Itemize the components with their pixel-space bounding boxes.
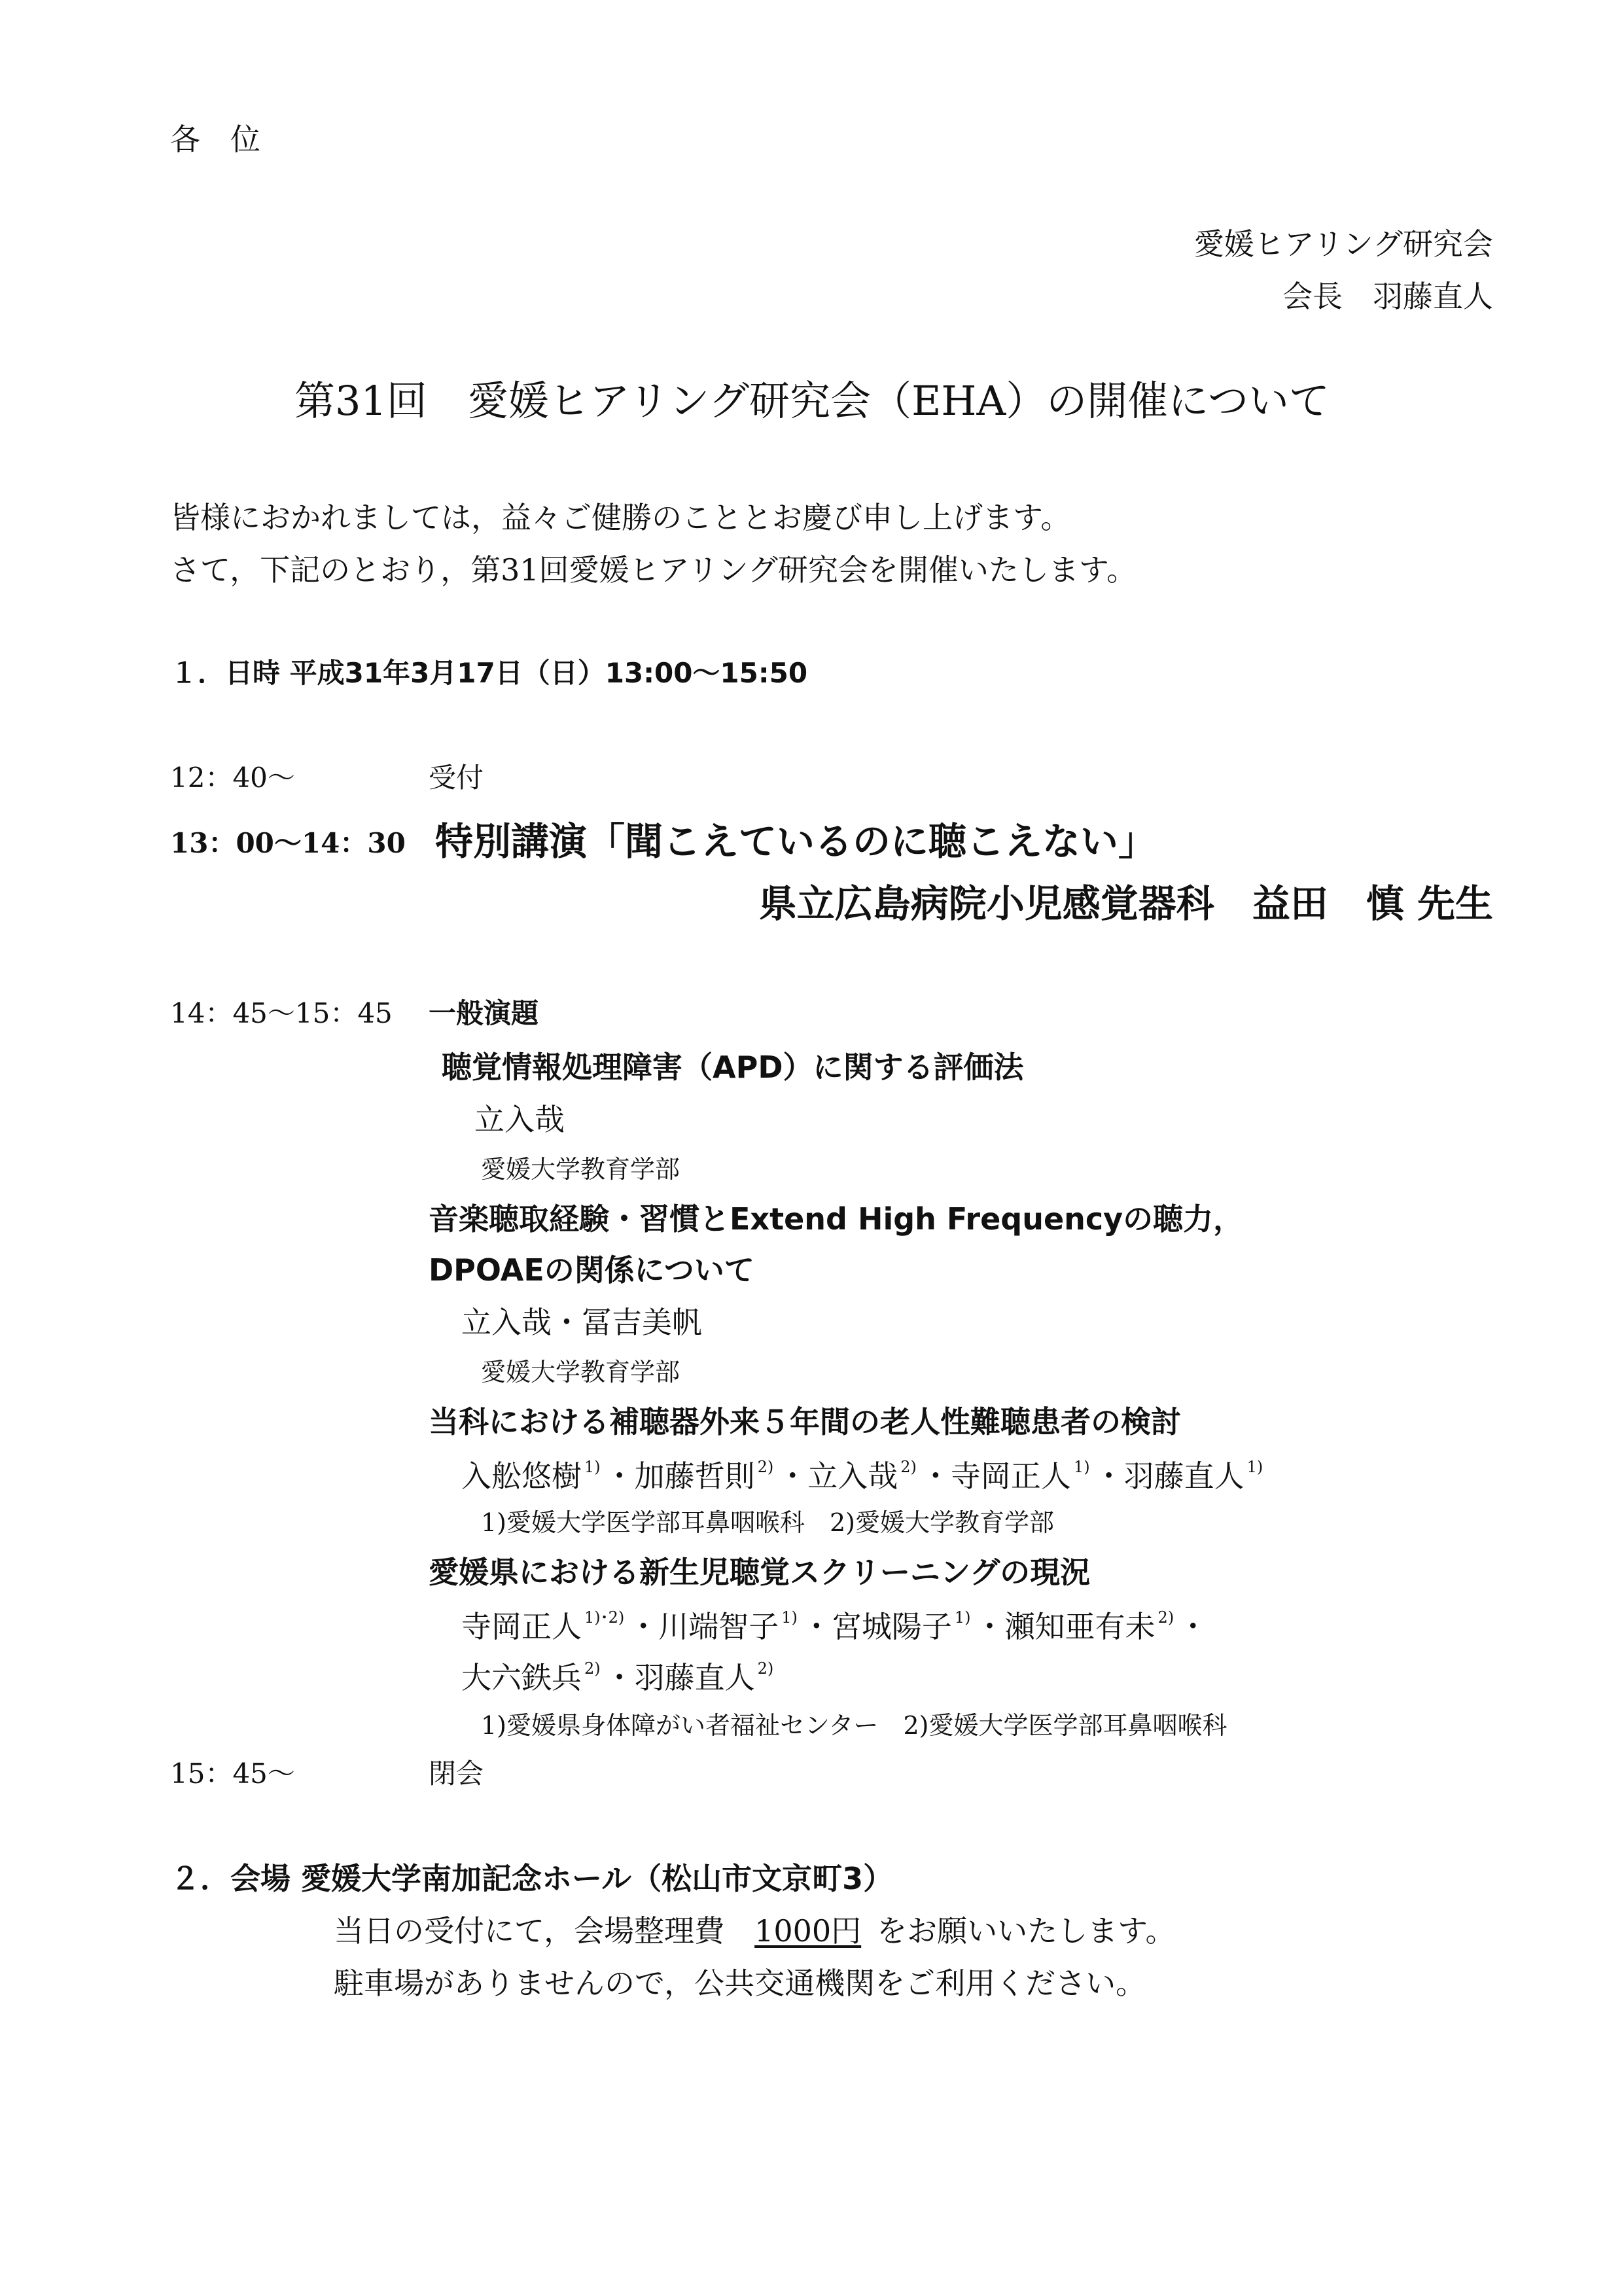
sender-org: 愛媛ヒアリング研究会 <box>1193 226 1493 262</box>
talk-2-affiliation: 愛媛大学教育学部 <box>481 1358 680 1386</box>
author-separator: ・ <box>1178 1609 1209 1644</box>
author-name: 大六鉄兵 <box>461 1660 582 1695</box>
author-affiliation-marker: 2) <box>757 1659 774 1678</box>
parking-note: 駐車場がありませんので，公共交通機関をご利用ください。 <box>334 1966 1146 2001</box>
author-name: 加藤哲則 <box>634 1458 755 1494</box>
intro-line-1: 皆様におかれましては，益々ご健勝のこととお慶び申し上げます。 <box>170 500 1071 535</box>
reception-time: 12：40～ <box>170 762 295 794</box>
author-name: 入舩悠樹 <box>461 1458 582 1494</box>
talk-3-affiliation: 1)愛媛大学医学部耳鼻咽喉科 2)愛媛大学教育学部 <box>481 1508 1055 1537</box>
author-name: 川端智子 <box>658 1609 779 1644</box>
talk-4-title: 愛媛県における新生児聴覚スクリーニングの現況 <box>429 1555 1091 1590</box>
author-affiliation-marker: 1) <box>954 1608 971 1627</box>
talk-3-authors <box>461 1458 1267 1494</box>
author-separator: ・ <box>974 1609 1005 1644</box>
general-time: 14：45～15：45 <box>170 997 393 1029</box>
author-name: 立入哉 <box>807 1458 898 1494</box>
author-affiliation-marker: 1) <box>584 1458 601 1476</box>
sender-chair: 会長 羽藤直人 <box>1282 279 1493 314</box>
general-label: 一般演題 <box>429 997 539 1029</box>
document-title: 第31回 愛媛ヒアリング研究会（EHA）の開催について <box>294 377 1330 425</box>
author-affiliation-marker: 2) <box>1157 1608 1174 1627</box>
author-name: 宮城陽子 <box>831 1609 952 1644</box>
author-name: 羽藤直人 <box>634 1660 755 1695</box>
author-affiliation-marker: 2) <box>584 1659 601 1678</box>
closing-time: 15：45～ <box>170 1757 295 1790</box>
author-name: 瀬知亜有未 <box>1004 1609 1156 1644</box>
section-1-heading: １．日時 平成31年3月17日（日）13:00～15:50 <box>170 657 808 689</box>
author-separator: ・ <box>1093 1458 1124 1494</box>
salutation: 各 位 <box>170 122 260 157</box>
author-separator: ・ <box>604 1660 635 1695</box>
author-separator: ・ <box>801 1609 832 1644</box>
closing-label: 閉会 <box>429 1757 484 1790</box>
talk-3-title: 当科における補聴器外来５年間の老人性難聴患者の検討 <box>429 1404 1181 1439</box>
lecture-title: 特別講演「聞こえているのに聴こえない」 <box>435 819 1157 864</box>
author-affiliation-marker: 1) <box>1073 1458 1090 1476</box>
author-affiliation-marker: 2) <box>757 1458 774 1476</box>
talk-1-authors: 立入哉 <box>474 1102 565 1137</box>
author-name: 寺岡正人 <box>461 1609 582 1644</box>
lecture-time: 13：00～14：30 <box>170 827 406 859</box>
lecture-speaker: 県立広島病院小児感覚器科 益田 慎 先生 <box>758 881 1493 926</box>
author-separator: ・ <box>777 1458 808 1494</box>
talk-2-title-line-2: DPOAEの関係について <box>429 1252 754 1288</box>
author-name: 寺岡正人 <box>950 1458 1071 1494</box>
talk-1-affiliation: 愛媛大学教育学部 <box>481 1155 680 1184</box>
author-separator: ・ <box>920 1458 951 1494</box>
author-separator: ・ <box>628 1609 659 1644</box>
author-affiliation-marker: 1)･2) <box>584 1608 625 1627</box>
fee-amount: 1000円 <box>754 1913 862 1949</box>
author-affiliation-marker: 1) <box>1246 1458 1263 1476</box>
section-2-heading: ２．会場 愛媛大学南加記念ホール（松山市文京町3） <box>170 1861 894 1896</box>
talk-4-authors-line-1 <box>461 1610 1208 1642</box>
talk-4-affiliation: 1)愛媛県身体障がい者福祉センター 2)愛媛大学医学部耳鼻咽喉科 <box>481 1711 1227 1740</box>
talk-2-title-line-1: 音楽聴取経験・習慣とExtend High Frequencyの聴力， <box>429 1201 1244 1237</box>
intro-line-2: さて，下記のとおり，第31回愛媛ヒアリング研究会を開催いたします。 <box>170 552 1137 588</box>
author-affiliation-marker: 1) <box>781 1608 798 1627</box>
author-affiliation-marker: 2) <box>900 1458 917 1476</box>
author-name: 羽藤直人 <box>1123 1458 1244 1494</box>
talk-2-authors: 立入哉・冨吉美帆 <box>461 1305 702 1340</box>
fee-line <box>334 1913 1176 1949</box>
talk-4-authors-line-2 <box>461 1661 777 1693</box>
author-separator: ・ <box>604 1458 635 1494</box>
reception-label: 受付 <box>429 762 484 794</box>
fee-prefix: 当日の受付にて，会場整理費 <box>334 1913 755 1949</box>
fee-suffix: をお願いいたします。 <box>877 1913 1176 1949</box>
talk-1-title: 聴覚情報処理障害（APD）に関する評価法 <box>442 1050 1024 1085</box>
